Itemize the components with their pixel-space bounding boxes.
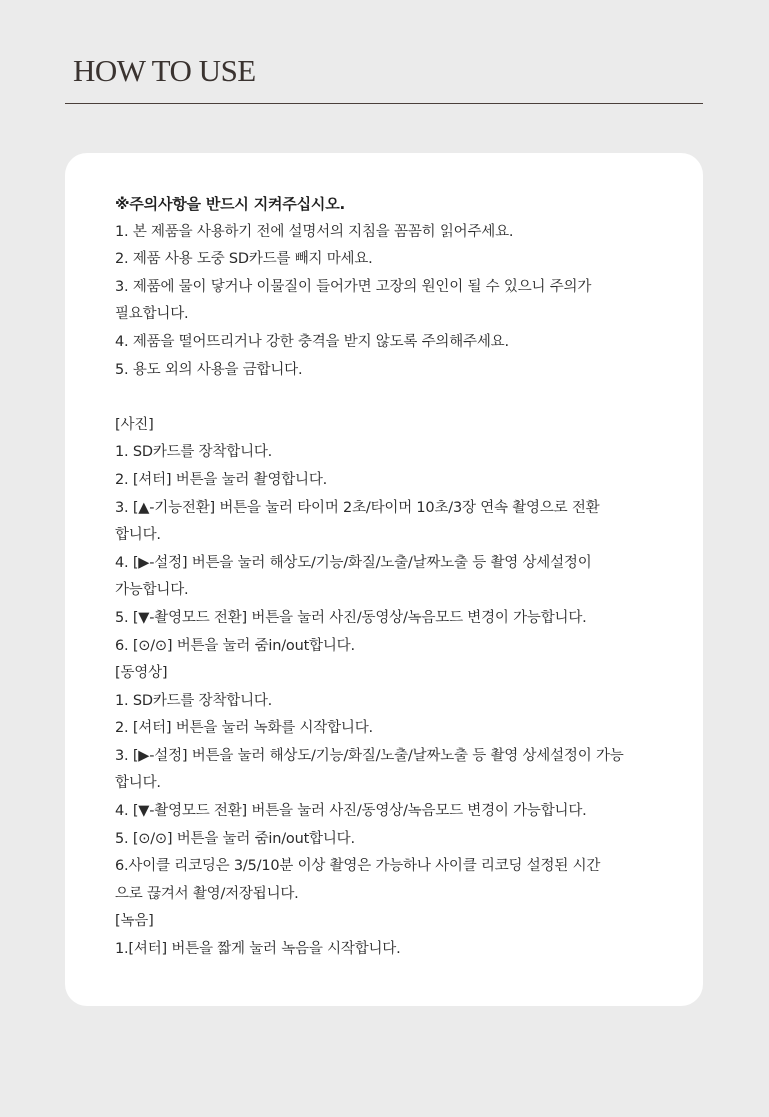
notice-line: 2. 제품 사용 도중 SD카드를 빼지 마세요.: [115, 251, 373, 268]
section-spacer: [115, 384, 685, 412]
instructions-card: [65, 153, 703, 1006]
photo-line: 가능합니다.: [115, 582, 189, 599]
video-heading: [동영상]: [115, 665, 168, 682]
video-line: 3. [▶-설정] 버튼을 눌러 해상도/기능/화질/노출/날짜노출 등 촬영 상세설정이 가능: [115, 747, 624, 764]
notice-heading: ※주의사항을 반드시 지켜주십시오.: [115, 195, 345, 213]
notice-line: 5. 용도 외의 사용을 금합니다.: [115, 361, 303, 378]
photo-line: 1. SD카드를 장착합니다.: [115, 444, 273, 461]
photo-line: 합니다.: [115, 527, 161, 544]
video-line: 1. SD카드를 장착합니다.: [115, 692, 273, 709]
notice-line: 4. 제품을 떨어뜨리거나 강한 충격을 받지 않도록 주의해주세요.: [115, 333, 509, 350]
video-line: 6.사이클 리코딩은 3/5/10분 이상 촬영은 가능하나 사이클 리코딩 설정된 시간: [115, 858, 601, 875]
video-line: 2. [셔터] 버튼을 눌러 녹화를 시작합니다.: [115, 720, 373, 737]
notice-line: 필요합니다.: [115, 306, 189, 323]
video-line: 4. [▼-촬영모드 전환] 버튼을 눌러 사진/동영상/녹음모드 변경이 가능합니다.: [115, 803, 587, 820]
notice-line: 1. 본 제품을 사용하기 전에 설명서의 지침을 꼼꼼히 읽어주세요.: [115, 223, 514, 240]
instructions-content: [115, 191, 685, 964]
photo-line: 5. [▼-촬영모드 전환] 버튼을 눌러 사진/동영상/녹음모드 변경이 가능합니다.: [115, 609, 587, 626]
video-line: 합니다.: [115, 775, 161, 792]
video-line: 5. [⊙/⊙] 버튼을 눌러 줌in/out합니다.: [115, 830, 355, 847]
video-line: 으로 끊겨서 촬영/저장됩니다.: [115, 885, 299, 902]
recording-line: 1.[셔터] 버튼을 짧게 눌러 녹음을 시작합니다.: [115, 941, 401, 958]
recording-heading: [녹음]: [115, 913, 154, 930]
photo-line: 3. [▲-기능전환] 버튼을 눌러 타이머 2초/타이머 10초/3장 연속 촬영으로 전환: [115, 499, 600, 516]
photo-heading: [사진]: [115, 416, 154, 433]
notice-line: 3. 제품에 물이 닿거나 이물질이 들어가면 고장의 원인이 될 수 있으니 주의가: [115, 278, 592, 295]
photo-line: 2. [셔터] 버튼을 눌러 촬영합니다.: [115, 471, 328, 488]
title-divider: [65, 103, 703, 104]
photo-line: 4. [▶-설정] 버튼을 눌러 해상도/기능/화질/노출/날짜노출 등 촬영 상세설정이: [115, 554, 592, 571]
page-title: HOW TO USE: [73, 53, 256, 88]
photo-line: 6. [⊙/⊙] 버튼을 눌러 줌in/out합니다.: [115, 637, 355, 654]
